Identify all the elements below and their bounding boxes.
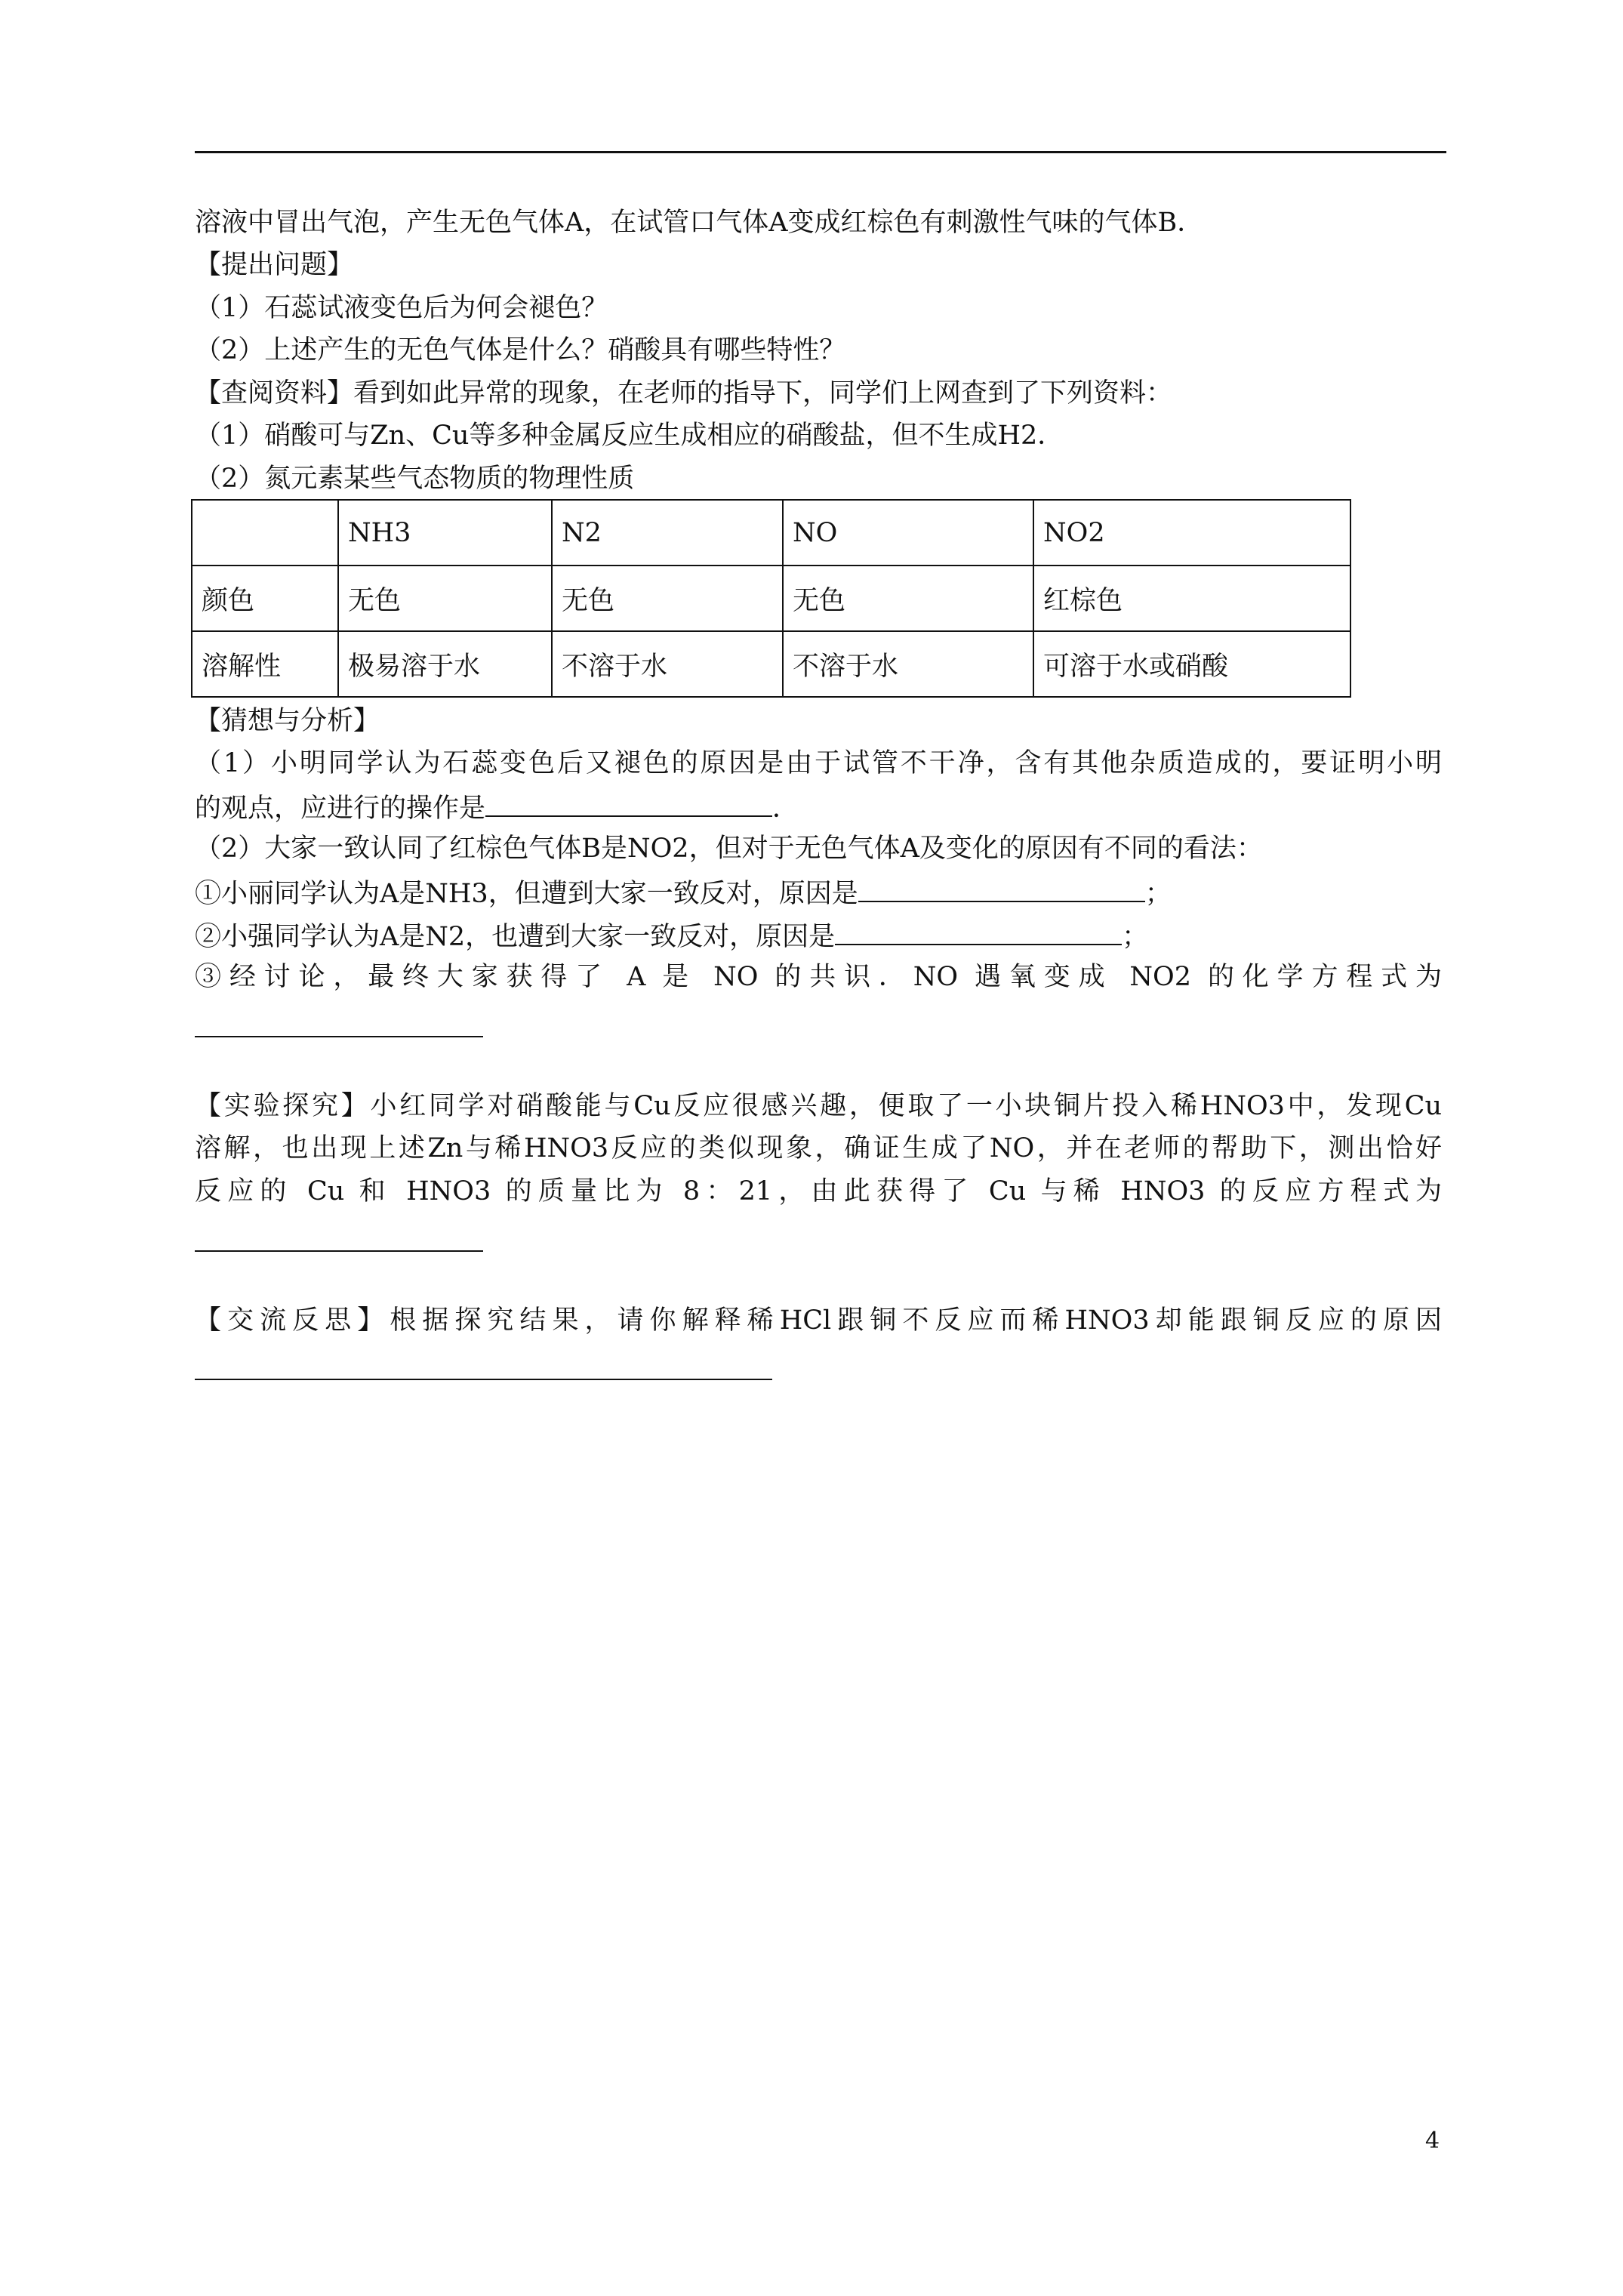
hypothesis-2-b-text: ②小强同学认为A是N2，也遭到大家一致反对，原因是 <box>195 922 836 952</box>
answer-blank-2[interactable] <box>858 878 1145 902</box>
answer-blank-5[interactable] <box>195 1250 483 1252</box>
question-1: （1）石蕊试液变色后为何会褪色？ <box>195 293 608 323</box>
table-cell: 无色 <box>552 566 783 631</box>
hypothesis-1-cont <box>195 793 799 822</box>
table-cell: 无色 <box>783 566 1033 631</box>
hypothesis-2: （2）大家一致认同了红棕色气体B是NO2，但对于无色气体A及变化的原因有不同的看法： <box>195 834 1263 864</box>
hypothesis-2-a-text: ①小丽同学认为A是NH3，但遭到大家一致反对，原因是 <box>195 879 858 909</box>
section-experiment: 【实验探究】小红同学对硝酸能与Cu反应很感兴趣，便取了一小块铜片投入稀HNO3中，发现Cu <box>195 1091 1442 1121</box>
hypothesis-2-a-end: ； <box>1144 879 1172 909</box>
answer-blank-1[interactable] <box>485 793 772 817</box>
table-header-row <box>192 500 1350 566</box>
table-cell: N2 <box>552 500 783 566</box>
table-cell: 溶解性 <box>192 631 338 697</box>
hypothesis-2-a <box>195 878 1172 908</box>
table-cell: 可溶于水或硝酸 <box>1033 631 1350 697</box>
experiment-cont-1: 溶解，也出现上述Zn与稀HNO3反应的类似现象，确证生成了NO，并在老师的帮助下，测出恰好 <box>195 1133 1442 1163</box>
hypothesis-2-b-end: ； <box>1122 922 1149 952</box>
table-cell: NO2 <box>1033 500 1350 566</box>
experiment-cont-2: 反应的 Cu 和 HNO3 的质量比为 8：21，由此获得了 Cu 与稀 HNO3 的反应方程式为 <box>195 1176 1442 1207</box>
reference-2: （2）氮元素某些气态物质的物理性质 <box>195 464 635 494</box>
hypothesis-1: （1）小明同学认为石蕊变色后又褪色的原因是由于试管不干净，含有其他杂质造成的，要证明小明 <box>195 748 1442 778</box>
section-heading-question: 【提出问题】 <box>195 250 354 280</box>
table-cell: 颜色 <box>192 566 338 631</box>
table-cell: 不溶于水 <box>552 631 783 697</box>
table-cell: 不溶于水 <box>783 631 1033 697</box>
table-row <box>192 566 1350 631</box>
gas-properties-table <box>191 499 1351 698</box>
table-cell <box>192 500 338 566</box>
hypothesis-2-b <box>195 921 1148 951</box>
header-rule <box>195 151 1446 153</box>
answer-blank-4[interactable] <box>195 1036 483 1037</box>
table-cell: 无色 <box>338 566 552 631</box>
section-reflection: 【交流反思】根据探究结果，请你解释稀HCl跟铜不反应而稀HNO3却能跟铜反应的原因 <box>195 1305 1442 1336</box>
table-cell: 极易溶于水 <box>338 631 552 697</box>
answer-blank-3[interactable] <box>835 921 1122 945</box>
table-cell: NO <box>783 500 1033 566</box>
table-cell: 红棕色 <box>1033 566 1350 631</box>
paragraph-intro: 溶液中冒出气泡，产生无色气体A，在试管口气体A变成红棕色有刺激性气味的气体B． <box>195 208 1204 238</box>
hypothesis-2-c: ③经讨论，最终大家获得了 A 是 NO 的共识．NO 遇氧变成 NO2 的化学方程式为 <box>195 962 1442 992</box>
hypothesis-1-text: 的观点，应进行的操作是 <box>195 794 486 824</box>
reference-1: （1）硝酸可与Zn、Cu等多种金属反应生成相应的硝酸盐，但不生成H2． <box>195 421 1064 451</box>
section-heading-hypothesis: 【猜想与分析】 <box>195 706 380 736</box>
table-cell: NH3 <box>338 500 552 566</box>
section-heading-reference: 【查阅资料】看到如此异常的现象，在老师的指导下，同学们上网查到了下列资料： <box>195 378 1173 408</box>
page-number: 4 <box>1425 2128 1440 2154</box>
answer-blank-6[interactable] <box>195 1379 772 1380</box>
hypothesis-1-end: ． <box>772 794 799 824</box>
question-2: （2）上述产生的无色气体是什么？硝酸具有哪些特性？ <box>195 335 846 365</box>
table-row <box>192 631 1350 697</box>
